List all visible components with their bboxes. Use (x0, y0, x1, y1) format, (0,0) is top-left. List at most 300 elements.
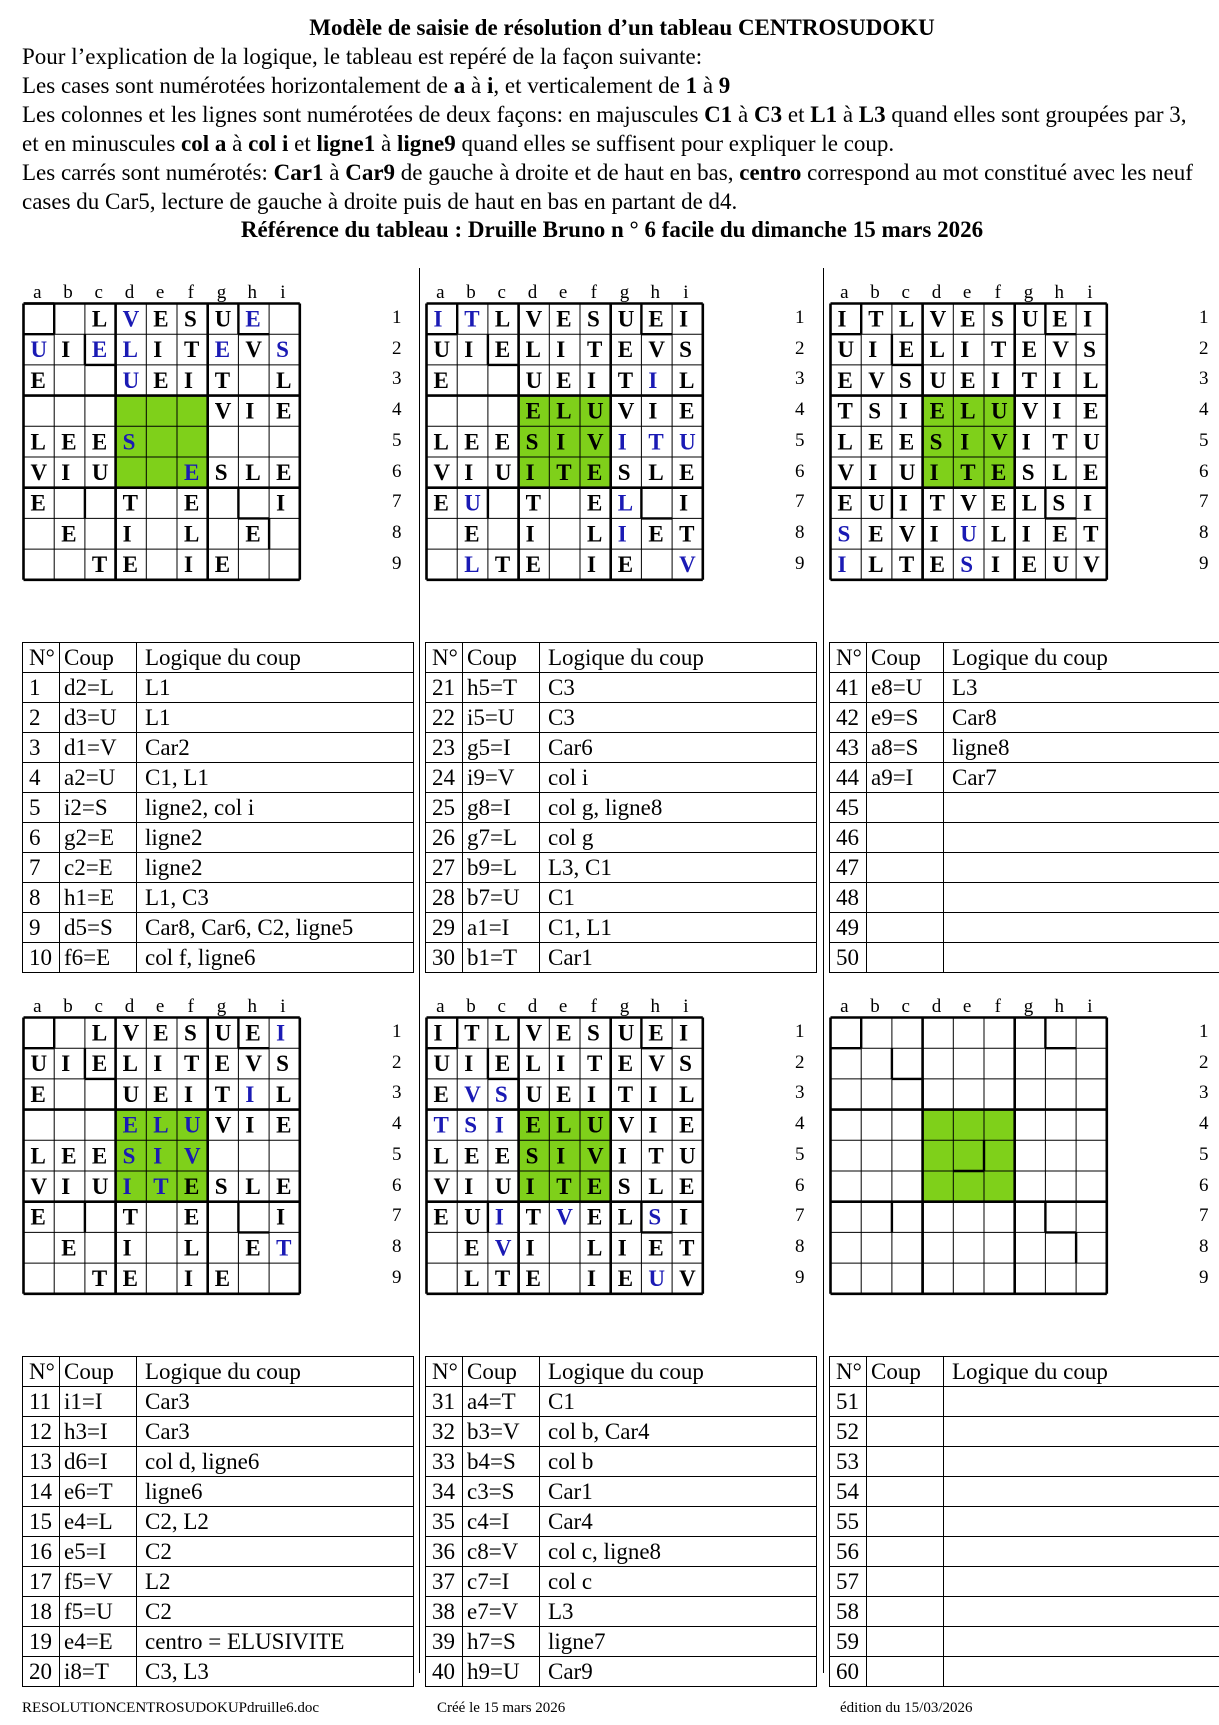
grid-cell-letter: T (433, 1112, 449, 1138)
column-letters (22, 282, 420, 302)
move-number: 29 (426, 913, 463, 943)
row-number: 5 (1199, 429, 1209, 451)
row-number: 1 (392, 307, 402, 328)
table-row (23, 733, 414, 763)
table-row (23, 1447, 414, 1477)
row-number: 8 (1199, 1235, 1209, 1257)
table-row (23, 1597, 414, 1627)
move-cell: b1=T (463, 943, 540, 973)
move-number: 59 (830, 1627, 867, 1657)
column-letter: h (650, 996, 660, 1017)
move-number: 58 (830, 1597, 867, 1627)
grid-cell-letter: E (648, 1020, 664, 1046)
grid-cell-letter: E (184, 460, 200, 485)
move-logic (944, 883, 1219, 913)
column-letters (425, 282, 823, 302)
moves-table (22, 1356, 414, 1687)
table-row (426, 703, 817, 733)
row-number: 8 (392, 1235, 402, 1257)
move-number: 26 (426, 823, 463, 853)
move-number: 4 (23, 763, 60, 793)
grid-cell-letter: L (929, 337, 945, 363)
move-cell: h7=S (463, 1627, 540, 1657)
table-row (23, 763, 414, 793)
grid-cell-letter: V (494, 1235, 512, 1261)
move-cell: i1=I (60, 1387, 137, 1417)
move-logic: C2 (137, 1537, 414, 1567)
move-number: 32 (426, 1417, 463, 1447)
grid-cell-letter: V (1052, 337, 1070, 363)
row-number: 5 (1199, 1143, 1209, 1165)
column-letter: b (870, 996, 880, 1017)
move-cell (867, 1567, 944, 1597)
grid-cell-letter: V (433, 460, 451, 485)
table-row (426, 1537, 817, 1567)
grid-cell-letter: E (30, 1204, 46, 1230)
grid-cell-letter: E (276, 398, 292, 424)
grid-cell-letter: S (1083, 337, 1096, 363)
grid-cell-letter: U (122, 367, 140, 393)
move-logic (944, 1537, 1219, 1567)
move-logic: col i (540, 763, 817, 793)
grid-cell-letter: I (153, 1143, 163, 1169)
grid-cell-letter: V (214, 1112, 232, 1138)
grid-cell-letter: U (464, 1204, 481, 1230)
grid-cell-letter: I (617, 1235, 627, 1261)
grid-cell-letter: L (556, 1112, 572, 1138)
grid-cell-letter: T (587, 1051, 603, 1077)
move-logic: col d, ligne6 (137, 1447, 414, 1477)
table-header-logique: Logique du coup (137, 1357, 414, 1387)
panel-4 (22, 996, 420, 1687)
move-cell (867, 853, 944, 883)
grid-cell-letter: L (122, 1051, 138, 1077)
table-row (23, 1657, 414, 1687)
move-number: 3 (23, 733, 60, 763)
move-cell: d6=I (60, 1447, 137, 1477)
grid-cell-letter: S (837, 521, 851, 547)
grid-cell-letter: V (587, 1143, 604, 1169)
move-logic: col c (540, 1567, 817, 1597)
row-number: 2 (392, 1051, 402, 1073)
move-number: 41 (830, 673, 867, 703)
table-row (426, 823, 817, 853)
column-letter: f (590, 996, 597, 1017)
table-row (23, 673, 414, 703)
grid-cell-letter: E (898, 429, 915, 455)
grid-cell-letter: L (245, 460, 261, 485)
move-cell: c2=E (60, 853, 137, 883)
move-logic: Car4 (540, 1507, 817, 1537)
centro-cell-fill (177, 396, 208, 427)
row-number: 1 (392, 1021, 402, 1042)
grid-cell-letter: U (837, 337, 855, 363)
grid-cell-letter: I (648, 398, 658, 424)
move-number: 11 (23, 1387, 60, 1417)
move-number: 57 (830, 1567, 867, 1597)
grid-cell-letter: E (556, 1020, 572, 1046)
grid-cell-letter: V (122, 1020, 140, 1046)
column-letter: a (840, 282, 849, 303)
grid-cell-letter: E (184, 1204, 200, 1230)
table-row (426, 1657, 817, 1687)
grid-cell-letter: I (679, 306, 689, 332)
grid-cell-letter: V (245, 337, 263, 363)
table-row (830, 1627, 1219, 1657)
grid-cell-letter: L (184, 521, 200, 547)
column-letter: e (558, 996, 568, 1017)
move-logic: col g, ligne8 (540, 793, 817, 823)
row-number: 6 (795, 460, 805, 482)
grid-cell-letter: U (587, 1112, 604, 1138)
row-number: 3 (392, 368, 402, 390)
row-number: 5 (392, 1143, 402, 1165)
grid-cell-letter: S (184, 1020, 197, 1046)
row-number: 6 (392, 460, 402, 482)
grid-cell-letter: E (91, 1143, 108, 1169)
grid-cell-letter: I (929, 521, 939, 547)
move-number: 5 (23, 793, 60, 823)
table-row (830, 763, 1219, 793)
grid-cell-letter: E (1021, 337, 1038, 363)
move-number: 31 (426, 1387, 463, 1417)
move-logic: C2, L2 (137, 1507, 414, 1537)
move-cell: g5=I (463, 733, 540, 763)
move-number: 13 (23, 1447, 60, 1477)
grid-cell-letter: S (1052, 490, 1066, 516)
grid-cell-letter: I (648, 1112, 658, 1138)
column-letter: b (63, 996, 73, 1017)
row-number: 9 (795, 1266, 805, 1288)
table-row (23, 1477, 414, 1507)
move-cell: f5=V (60, 1567, 137, 1597)
column-letter: b (870, 282, 880, 303)
grid-cell-letter: I (1083, 490, 1093, 516)
grid-cell-letter: U (929, 367, 947, 393)
grid-cell-letter: I (617, 521, 627, 547)
column-letter: c (901, 996, 910, 1017)
grid-cell-letter: T (960, 460, 976, 485)
grid-cell-letter: I (184, 367, 193, 393)
row-number: 5 (795, 1143, 805, 1165)
column-letter: h (247, 996, 257, 1017)
move-number: 16 (23, 1537, 60, 1567)
grid-cell-letter: E (929, 398, 945, 424)
table-header-logique: Logique du coup (944, 643, 1219, 673)
grid-cell-letter: T (214, 1081, 231, 1107)
grid-cell-letter: I (464, 460, 474, 485)
grid-cell-letter: T (464, 306, 480, 332)
table-row (23, 793, 414, 823)
grid-cell-letter: E (617, 1051, 634, 1077)
grid-cell-letter: E (1052, 306, 1068, 332)
table-row (830, 1507, 1219, 1537)
move-number: 50 (830, 943, 867, 973)
grid-cell-letter: E (91, 429, 108, 455)
table-row (426, 733, 817, 763)
column-letter: h (650, 282, 660, 303)
column-letter: a (436, 996, 445, 1017)
move-cell: i8=T (60, 1657, 137, 1687)
grid-cell-letter: U (30, 337, 48, 363)
grid-cell-letter: S (122, 1143, 136, 1169)
table-header-logique: Logique du coup (540, 1357, 817, 1387)
move-logic: ligne2 (137, 853, 414, 883)
move-cell: a8=S (867, 733, 944, 763)
move-logic: L1, C3 (137, 883, 414, 913)
move-logic: C3, L3 (137, 1657, 414, 1687)
move-logic: L2 (137, 1567, 414, 1597)
grid-cell-letter: T (1021, 367, 1038, 393)
grid-cell-letter: T (91, 552, 108, 578)
grid-cell-letter: I (464, 1051, 474, 1077)
move-logic: L3 (540, 1597, 817, 1627)
column-letters (22, 996, 420, 1016)
move-logic: Car1 (540, 1477, 817, 1507)
row-number: 5 (392, 429, 402, 451)
column-letter: b (63, 282, 73, 303)
column-letter: c (901, 282, 910, 303)
grid-cell-letter: L (433, 429, 449, 455)
grid-cell-letter: E (556, 306, 572, 332)
column-letter: i (683, 996, 689, 1017)
table-header-coup: Coup (463, 1357, 540, 1387)
grid-cell-letter: S (214, 1174, 228, 1199)
grid-cell-letter: V (556, 1204, 573, 1230)
move-cell: e6=T (60, 1477, 137, 1507)
grid-cell-letter: I (433, 306, 443, 332)
move-logic (944, 1447, 1219, 1477)
move-logic: L3 (944, 673, 1219, 703)
grid-cell-letter: I (868, 460, 878, 485)
centro-cell-fill (923, 1171, 954, 1202)
move-logic: C3 (540, 703, 817, 733)
column-letter: d (124, 996, 135, 1017)
grid-cell-letter: U (960, 521, 977, 547)
table-row (830, 1387, 1219, 1417)
grid-cell-letter: S (214, 460, 228, 485)
move-logic: Car1 (540, 943, 817, 973)
grid-cell-letter: E (433, 490, 449, 516)
grid-cell-letter: E (648, 306, 664, 332)
move-cell: f6=E (60, 943, 137, 973)
grid-cell-letter: E (153, 367, 169, 393)
grid-cell-letter: I (122, 1235, 132, 1261)
grid-cell-letter: S (991, 306, 1004, 332)
grid-cell-letter: I (556, 1143, 566, 1169)
grid-cell-letter: U (1083, 429, 1100, 455)
grid-cell-letter: I (122, 521, 132, 547)
move-number: 36 (426, 1537, 463, 1567)
move-number: 33 (426, 1447, 463, 1477)
move-cell: d5=S (60, 913, 137, 943)
grid-cell-letter: E (464, 1143, 480, 1169)
panel-1 (22, 282, 420, 973)
row-number: 4 (1199, 1113, 1209, 1135)
move-logic (944, 1567, 1219, 1597)
move-logic (944, 793, 1219, 823)
centro-cell-fill (116, 457, 147, 488)
move-number: 46 (830, 823, 867, 853)
move-cell: f5=U (60, 1597, 137, 1627)
row-number: 1 (1199, 307, 1209, 328)
table-row (830, 883, 1219, 913)
move-number: 54 (830, 1477, 867, 1507)
grid-cell-letter: T (1052, 429, 1068, 455)
grid-cell-letter: U (494, 1174, 512, 1199)
grid-cell-letter: E (214, 552, 231, 578)
grid-cell-letter: V (1021, 398, 1039, 424)
grid-cell-letter: V (184, 1143, 201, 1169)
grid-cell-letter: E (245, 1020, 261, 1046)
move-cell (867, 943, 944, 973)
grid-cell-letter: I (679, 490, 689, 516)
move-logic (944, 1417, 1219, 1447)
move-number: 52 (830, 1417, 867, 1447)
column-letter: d (527, 996, 538, 1017)
grid-cell-letter: S (525, 1143, 539, 1169)
table-row (830, 1477, 1219, 1507)
table-row (23, 883, 414, 913)
table-row (426, 1447, 817, 1477)
grid-cell-letter: V (433, 1174, 451, 1199)
row-number: 3 (1199, 368, 1209, 390)
centro-cell-fill (146, 396, 177, 427)
column-letter: i (1087, 996, 1093, 1017)
move-cell: g8=I (463, 793, 540, 823)
table-row (830, 703, 1219, 733)
sudoku-grid (22, 302, 420, 610)
intro-line-2: Les cases sont numérotées horizontalement de a à i, et verticalement de 1 à 9 (22, 73, 731, 98)
table-header-n: N° (23, 1357, 60, 1387)
table-row (426, 1507, 817, 1537)
grid-cell-letter: E (617, 552, 634, 578)
move-cell: i5=U (463, 703, 540, 733)
move-logic: Car6 (540, 733, 817, 763)
row-number: 8 (1199, 521, 1209, 543)
grid-cell-letter: V (122, 306, 140, 332)
table-row (23, 823, 414, 853)
grid-cell-letter: L (587, 521, 603, 547)
column-letter: c (94, 996, 103, 1017)
move-logic (944, 1387, 1219, 1417)
move-logic (944, 1597, 1219, 1627)
moves-table (829, 642, 1219, 973)
grid-cell-letter: I (587, 1266, 596, 1292)
grid-cell-letter: I (991, 367, 1000, 393)
move-cell: h5=T (463, 673, 540, 703)
column-letter: f (994, 996, 1001, 1017)
grid-cell-letter: E (91, 1051, 108, 1077)
column-letter: e (558, 282, 568, 303)
column-letter: g (619, 282, 630, 303)
move-logic: L1 (137, 703, 414, 733)
grid-cell-letter: S (525, 429, 539, 455)
grid-cell-letter: U (525, 367, 543, 393)
centro-cell-fill (923, 1110, 954, 1141)
grid-cell-letter: E (648, 521, 664, 547)
move-cell: d2=L (60, 673, 137, 703)
grid-cell-letter: T (929, 490, 945, 516)
column-letter: c (94, 282, 103, 303)
grid-cell-letter: T (276, 1235, 292, 1261)
grid-cell-letter: E (991, 460, 1007, 485)
grid-cell-letter: T (837, 398, 853, 424)
row-number: 7 (1199, 491, 1209, 513)
panel-3 (829, 282, 1219, 973)
centro-cell-fill (984, 1171, 1015, 1202)
row-number: 3 (1199, 1082, 1209, 1104)
move-number: 30 (426, 943, 463, 973)
grid-cell-letter: E (276, 460, 292, 485)
sudoku-grid (425, 302, 823, 610)
move-number: 55 (830, 1507, 867, 1537)
table-header-coup: Coup (867, 643, 944, 673)
grid-cell-letter: I (960, 337, 970, 363)
table-row (830, 853, 1219, 883)
grid-cell-letter: E (61, 1143, 77, 1169)
table-header-logique: Logique du coup (540, 643, 817, 673)
grid-cell-letter: E (837, 490, 853, 516)
move-logic: Car8, Car6, C2, ligne5 (137, 913, 414, 943)
table-header-n: N° (830, 643, 867, 673)
table-header-coup: Coup (463, 643, 540, 673)
grid-cell-letter: E (61, 521, 77, 547)
grid-cell-letter: E (30, 367, 46, 393)
row-number: 1 (795, 307, 805, 328)
grid-cell-letter: E (494, 1143, 511, 1169)
grid-cell-letter: E (184, 490, 200, 516)
row-number: 4 (795, 1113, 805, 1135)
grid-cell-letter: I (1052, 398, 1062, 424)
centro-cell-fill (953, 1140, 984, 1171)
move-cell: i9=V (463, 763, 540, 793)
row-number: 9 (1199, 1266, 1209, 1288)
column-letter: e (155, 282, 165, 303)
grid-cell-letter: V (587, 429, 604, 455)
grid-cell-letter: L (679, 367, 695, 393)
move-cell: h3=I (60, 1417, 137, 1447)
column-letter: a (436, 282, 445, 303)
move-cell (867, 1477, 944, 1507)
grid-cell-letter: E (868, 521, 884, 547)
grid-cell-letter: V (929, 306, 947, 332)
grid-cell-letter: L (91, 306, 108, 332)
move-logic (944, 913, 1219, 943)
move-cell: a9=I (867, 763, 944, 793)
grid-cell-letter: S (868, 398, 881, 424)
table-header-coup: Coup (60, 1357, 137, 1387)
grid-cell-letter: E (433, 367, 449, 393)
moves-table (22, 642, 414, 973)
grid-cell-letter: L (898, 306, 915, 332)
row-number: 7 (1199, 1205, 1209, 1227)
grid-cell-letter: E (494, 337, 511, 363)
move-cell: a2=U (60, 763, 137, 793)
grid-cell-letter: L (960, 398, 976, 424)
move-logic (944, 853, 1219, 883)
grid-cell-letter: I (464, 1174, 474, 1199)
move-logic: centro = ELUSIVITE (137, 1627, 414, 1657)
grid-cell-letter: E (245, 306, 261, 332)
grid-cell-letter: S (587, 306, 600, 332)
move-logic (944, 1657, 1219, 1687)
grid-cell-letter: E (1052, 521, 1068, 547)
grid-cell-letter: E (494, 1051, 511, 1077)
column-separator (823, 268, 824, 1673)
grid-cell-letter: V (679, 552, 696, 578)
sudoku-grid (425, 1016, 823, 1324)
